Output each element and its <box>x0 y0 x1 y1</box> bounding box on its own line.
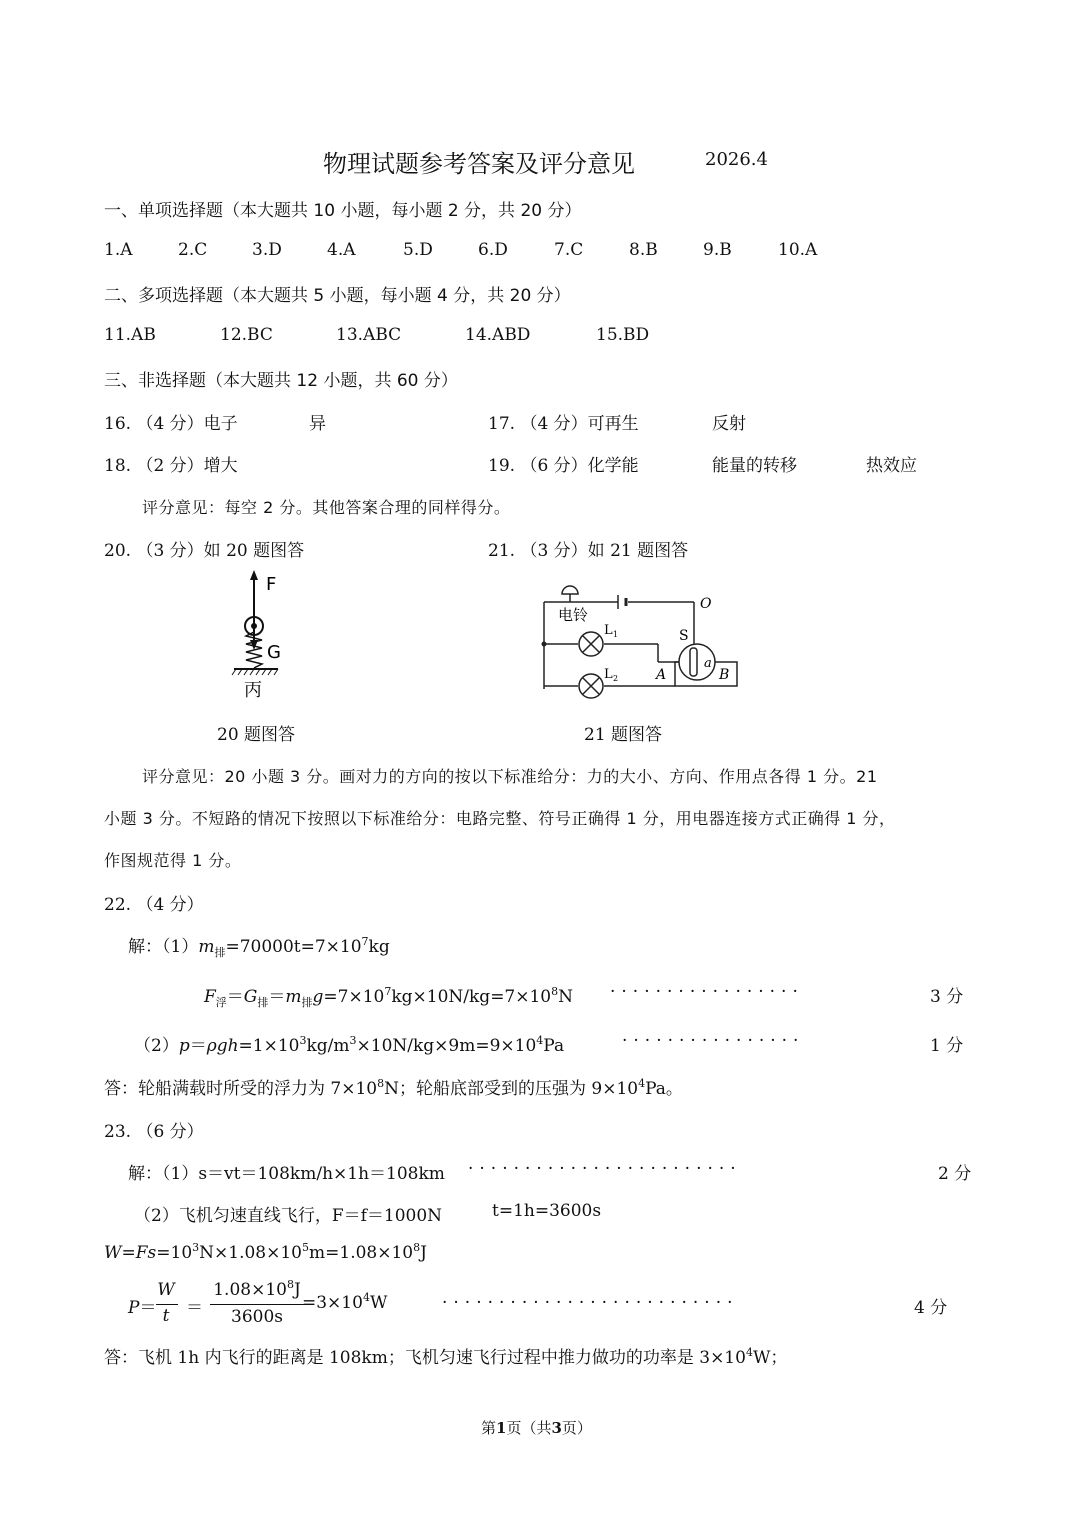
switch-s-label: S <box>679 628 689 644</box>
gravity-label: G <box>267 642 281 663</box>
q16-label: 16. （4 分）电子 <box>104 414 238 434</box>
l1-subscript: 1 <box>613 630 619 639</box>
section3-heading: 三、非选择题（本大题共 12 小题，共 60 分） <box>104 371 458 391</box>
power-frac-1-bar <box>156 1304 178 1305</box>
q23-dots-2: ·························· <box>442 1293 739 1313</box>
answer-13: 13.ABC <box>336 325 402 345</box>
q16-answer2: 异 <box>309 414 326 434</box>
bell-label: 电铃 <box>558 606 589 624</box>
power-frac-2-bar <box>210 1304 304 1305</box>
power-frac-2-num: $1.08\times 10^8J$ <box>213 1278 301 1300</box>
q23-dots-1: ························ <box>468 1159 742 1179</box>
q22-step2: $F_浮=G_排=m_排g=7\times 10^7kg\times 10N/kg=7\times 10^8N$ <box>204 985 574 1009</box>
point-B-label: B <box>719 667 730 683</box>
q23-answer: 答：飞机 1h 内飞行的距离是 108km；飞机匀速飞行过程中推力做功的功率是 $3\times 10^4W$； <box>104 1346 788 1368</box>
q21-label: 21. （3 分）如 21 题图答 <box>488 541 689 561</box>
power-frac-1-num: W <box>157 1280 175 1300</box>
answer-2: 2.C <box>178 240 208 260</box>
diagram-21 <box>530 582 750 702</box>
q22-score-2: 1 分 <box>930 1036 964 1056</box>
point-a-small-label: a <box>704 656 712 671</box>
answer-10: 10.A <box>778 240 818 260</box>
q23-step2: （2）飞机匀速直线飞行，F＝f＝1000N <box>134 1206 443 1226</box>
q23-step1: 解：（1）s＝vt＝108km/h×1h＝108km <box>128 1164 445 1184</box>
l1-label: L <box>604 623 613 638</box>
point-A-label: A <box>656 667 667 683</box>
l2-label: L <box>604 667 613 682</box>
answer-9: 9.B <box>703 240 732 260</box>
power-equals: ＝ <box>186 1298 203 1318</box>
q23-step2-time: t=1h=3600s <box>492 1201 602 1221</box>
answer-15: 15.BD <box>596 325 650 345</box>
l2-subscript: 2 <box>613 674 619 683</box>
document-date: 2026.4 <box>705 149 768 170</box>
q23-score-1: 2 分 <box>938 1164 972 1184</box>
q19-label: 19. （6 分）化学能 <box>488 456 639 476</box>
q17-answer2: 反射 <box>712 414 746 434</box>
stand-label: 丙 <box>244 680 262 701</box>
q22-dots-1: ················· <box>610 982 804 1002</box>
power-frac-2-den: 3600s <box>231 1307 283 1327</box>
q19-answer3: 热效应 <box>866 456 917 476</box>
power-symbol: P＝ <box>128 1298 157 1318</box>
q22-score-1: 3 分 <box>930 987 964 1007</box>
answer-7: 7.C <box>554 240 584 260</box>
answer-14: 14.ABD <box>465 325 531 345</box>
q21-caption: 21 题图答 <box>584 725 663 745</box>
answer-6: 6.D <box>478 240 508 260</box>
answer-5: 5.D <box>403 240 433 260</box>
q23-score-2: 4 分 <box>914 1298 948 1318</box>
q23-work: $W=Fs=10^3N\times 1.08\times 10^5m=1.08\times 10^8J$ <box>104 1241 427 1263</box>
q20-caption: 20 题图答 <box>217 725 296 745</box>
power-result: $=3\times 10^4W$ <box>302 1291 388 1313</box>
grading-note-1: 评分意见：每空 2 分。其他答案合理的同样得分。 <box>142 498 511 517</box>
answer-11: 11.AB <box>104 325 156 345</box>
q22-dots-2: ················ <box>622 1031 805 1051</box>
q19-answer2: 能量的转移 <box>712 456 797 476</box>
answer-1: 1.A <box>104 240 133 260</box>
q20-label: 20. （3 分）如 20 题图答 <box>104 541 305 561</box>
q22-label: 22. （4 分） <box>104 895 204 915</box>
q22-step3: $(2)p=\rho gh=1\times 10^3kg/m^3\times 10N/kg\times 9m=9\times 10^4Pa$ <box>134 1034 565 1056</box>
grading-note-2-line3: 作图规范得 1 分。 <box>104 851 242 870</box>
grading-note-2-line2: 小题 3 分。不短路的情况下按照以下标准给分：电路完整、符号正确得 1 分，用电器连接方式正确得 1 分， <box>104 809 896 828</box>
answer-8: 8.B <box>629 240 658 260</box>
force-label: F <box>266 574 277 595</box>
page-title: 物理试题参考答案及评分意见 <box>323 150 635 178</box>
q17-label: 17. （4 分）可再生 <box>488 414 639 434</box>
grading-note-2-line1: 评分意见：20 小题 3 分。画对力的方向的按以下标准给分：力的大小、方向、作用点各得 1 分。21 <box>142 767 878 786</box>
q18-label: 18. （2 分）增大 <box>104 456 238 476</box>
diagram-20 <box>220 568 300 708</box>
section2-heading: 二、多项选择题（本大题共 5 小题，每小题 4 分，共 20 分） <box>104 286 571 306</box>
answer-3: 3.D <box>252 240 282 260</box>
q22-answer: 答：轮船满载时所受的浮力为 $7\times 10^8N$；轮船底部受到的压强为 $9\times 10^4Pa$。 <box>104 1077 683 1099</box>
q23-label: 23. （6 分） <box>104 1122 204 1142</box>
power-frac-1-den: t <box>162 1306 170 1326</box>
point-o-label: O <box>700 596 712 612</box>
answer-4: 4.A <box>327 240 356 260</box>
q22-step1: 解：$(1)m_排=70000t=7\times 10^7kg$ <box>128 935 390 959</box>
page-footer: 第1页（共3页） <box>481 1419 592 1437</box>
answer-12: 12.BC <box>220 325 273 345</box>
section1-heading: 一、单项选择题（本大题共 10 小题，每小题 2 分，共 20 分） <box>104 201 582 221</box>
